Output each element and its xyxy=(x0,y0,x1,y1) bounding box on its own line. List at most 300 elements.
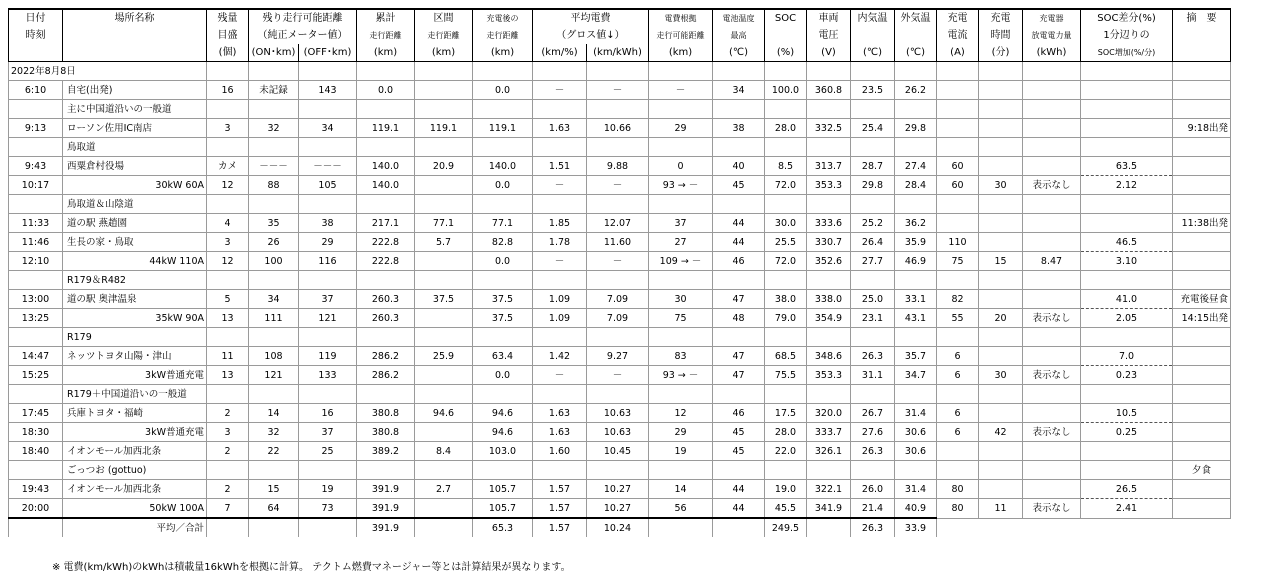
stop-row xyxy=(9,233,1231,252)
table-cell xyxy=(207,328,249,347)
header-cell xyxy=(765,27,807,44)
table-cell: 11:33 xyxy=(9,214,63,233)
table-cell: 18:40 xyxy=(9,442,63,461)
table-cell xyxy=(1173,81,1231,100)
table-cell xyxy=(649,328,713,347)
table-cell xyxy=(807,271,851,290)
table-cell xyxy=(473,461,533,480)
table-cell: 116 xyxy=(299,252,357,271)
table-cell xyxy=(895,100,937,119)
table-cell: 8.47 xyxy=(1023,252,1081,271)
table-cell: 7.0 xyxy=(1081,347,1173,366)
table-cell: 35 xyxy=(249,214,299,233)
table-cell: － xyxy=(533,366,587,385)
footnote: ※ 電費(km/kWh)のkWhは積載量16kWhを根拠に計算。 テクトム燃費マネージャー等とは計算結果が異なります。 xyxy=(52,562,571,573)
header-cell: 最高 xyxy=(713,27,765,44)
table-cell: 10.5 xyxy=(1081,404,1173,423)
table-cell xyxy=(1023,138,1081,157)
summary-cell: 33.9 xyxy=(895,518,937,537)
table-cell xyxy=(979,271,1023,290)
table-cell: 5.7 xyxy=(415,233,473,252)
table-cell: 48 xyxy=(713,309,765,328)
table-cell: 0.0 xyxy=(357,81,415,100)
stop-row xyxy=(9,119,1231,138)
table-cell: 105 xyxy=(299,176,357,195)
route-row xyxy=(9,271,1231,290)
table-cell: 94.6 xyxy=(473,404,533,423)
table-cell: 14:15出発 xyxy=(1173,309,1231,328)
table-cell xyxy=(415,499,473,519)
table-cell xyxy=(649,461,713,480)
table-cell: 140.0 xyxy=(357,176,415,195)
table-cell xyxy=(1023,480,1081,499)
table-cell xyxy=(895,271,937,290)
table-cell: 22.0 xyxy=(765,442,807,461)
table-cell xyxy=(1023,195,1081,214)
table-cell xyxy=(979,290,1023,309)
header-cell: 外気温 xyxy=(895,9,937,27)
table-cell: 37.5 xyxy=(415,290,473,309)
place-name: 道の駅 燕趙園 xyxy=(63,214,207,233)
table-cell: 79.0 xyxy=(765,309,807,328)
table-cell: 93 → － xyxy=(649,176,713,195)
header-cell: 走行距離 xyxy=(357,27,415,44)
table-cell: 26.2 xyxy=(895,81,937,100)
header-cell: (℃) xyxy=(895,44,937,62)
table-cell: 30 xyxy=(649,290,713,309)
table-cell xyxy=(533,138,587,157)
table-cell: 45 xyxy=(713,176,765,195)
table-cell xyxy=(713,195,765,214)
stop-row xyxy=(9,81,1231,100)
summary-cell xyxy=(415,518,473,537)
table-cell xyxy=(415,100,473,119)
table-cell: 38.0 xyxy=(765,290,807,309)
table-cell xyxy=(587,62,649,81)
table-cell xyxy=(415,62,473,81)
place-name: 自宅(出発) xyxy=(63,81,207,100)
table-cell xyxy=(473,385,533,404)
route-label: R179 xyxy=(63,328,207,347)
table-cell: － xyxy=(587,81,649,100)
table-cell: 6 xyxy=(937,366,979,385)
summary-cell: 26.3 xyxy=(851,518,895,537)
route-label: R179＋中国道沿いの一般道 xyxy=(63,385,207,404)
table-cell xyxy=(649,100,713,119)
table-cell xyxy=(249,62,299,81)
table-cell: 表示なし xyxy=(1023,176,1081,195)
table-cell: 353.3 xyxy=(807,176,851,195)
table-cell xyxy=(979,100,1023,119)
table-cell: 103.0 xyxy=(473,442,533,461)
table-cell xyxy=(765,100,807,119)
table-cell xyxy=(299,62,357,81)
note-cell xyxy=(1173,195,1231,214)
header-cell: 電費根拠 xyxy=(649,9,713,27)
table-cell xyxy=(937,442,979,461)
header-cell xyxy=(1173,27,1231,44)
header-cell: （グロス値↓） xyxy=(533,27,649,44)
header-cell xyxy=(63,27,207,44)
table-cell: 77.1 xyxy=(415,214,473,233)
table-cell: 47 xyxy=(713,290,765,309)
header-row xyxy=(9,9,1231,27)
table-cell: 37 xyxy=(649,214,713,233)
table-cell: 37.5 xyxy=(473,309,533,328)
table-cell: 13 xyxy=(207,366,249,385)
table-cell xyxy=(979,442,1023,461)
table-cell: 19 xyxy=(299,480,357,499)
table-cell: 31.1 xyxy=(851,366,895,385)
table-cell: 0.25 xyxy=(1081,423,1173,442)
table-cell: 73 xyxy=(299,499,357,519)
table-cell xyxy=(1173,233,1231,252)
table-cell: 17.5 xyxy=(765,404,807,423)
header-cell: (℃) xyxy=(851,44,895,62)
table-cell xyxy=(649,62,713,81)
table-cell xyxy=(299,271,357,290)
table-cell xyxy=(895,138,937,157)
table-cell: 75.5 xyxy=(765,366,807,385)
table-cell: 389.2 xyxy=(357,442,415,461)
table-cell xyxy=(9,100,63,119)
table-cell: 表示なし xyxy=(1023,309,1081,328)
table-cell xyxy=(1023,461,1081,480)
header-cell: 目盛 xyxy=(207,27,249,44)
table-cell: 5 xyxy=(207,290,249,309)
header-cell: 平均電費 xyxy=(533,9,649,27)
table-cell: 326.1 xyxy=(807,442,851,461)
spreadsheet xyxy=(8,8,1231,537)
table-cell: 10.45 xyxy=(587,442,649,461)
header-cell: 電池温度 xyxy=(713,9,765,27)
header-cell: 充電器 xyxy=(1023,9,1081,27)
table-cell: 360.8 xyxy=(807,81,851,100)
table-cell: 34 xyxy=(249,290,299,309)
table-cell xyxy=(533,271,587,290)
route-label: 鳥取道＆山陰道 xyxy=(63,195,207,214)
table-cell xyxy=(533,328,587,347)
table-cell: 29 xyxy=(299,233,357,252)
table-cell: 3 xyxy=(207,423,249,442)
summary-row xyxy=(9,518,1231,537)
table-cell: 1.09 xyxy=(533,309,587,328)
table-cell: 133 xyxy=(299,366,357,385)
table-cell: 10.63 xyxy=(587,423,649,442)
header-cell: SOC xyxy=(765,9,807,27)
table-cell: 75 xyxy=(937,252,979,271)
header-cell: 車両 xyxy=(807,9,851,27)
table-cell xyxy=(9,385,63,404)
table-cell: 30.0 xyxy=(765,214,807,233)
table-cell xyxy=(937,328,979,347)
table-cell: 20:00 xyxy=(9,499,63,519)
table-cell xyxy=(979,138,1023,157)
table-cell xyxy=(473,62,533,81)
table-cell xyxy=(979,62,1023,81)
table-cell xyxy=(1173,423,1231,442)
table-cell: 82.8 xyxy=(473,233,533,252)
table-cell xyxy=(357,100,415,119)
table-cell: 80 xyxy=(937,499,979,519)
header-cell: 区間 xyxy=(415,9,473,27)
table-cell: 338.0 xyxy=(807,290,851,309)
charge-row xyxy=(9,176,1231,195)
header-cell: 累計 xyxy=(357,9,415,27)
table-cell: 27.6 xyxy=(851,423,895,442)
table-cell xyxy=(9,195,63,214)
table-cell: 未記録 xyxy=(249,81,299,100)
table-cell: 9.27 xyxy=(587,347,649,366)
table-cell xyxy=(207,271,249,290)
table-cell: 100.0 xyxy=(765,81,807,100)
table-cell xyxy=(979,385,1023,404)
table-cell xyxy=(357,271,415,290)
table-cell: 1.63 xyxy=(533,423,587,442)
table-cell xyxy=(473,138,533,157)
table-cell: 26.4 xyxy=(851,233,895,252)
table-cell xyxy=(851,138,895,157)
table-cell xyxy=(1081,195,1173,214)
table-cell: 88 xyxy=(249,176,299,195)
table-cell: 217.1 xyxy=(357,214,415,233)
summary-cell: 10.24 xyxy=(587,518,649,537)
table-cell xyxy=(1173,404,1231,423)
table-cell: 313.7 xyxy=(807,157,851,176)
place-name: 3kW普通充電 xyxy=(63,423,207,442)
table-cell xyxy=(1023,290,1081,309)
table-cell: 2.7 xyxy=(415,480,473,499)
table-cell: 9:13 xyxy=(9,119,63,138)
table-cell: 100 xyxy=(249,252,299,271)
table-cell: 108 xyxy=(249,347,299,366)
table-cell: 28.0 xyxy=(765,423,807,442)
table-cell: 1.63 xyxy=(533,404,587,423)
table-cell: 13:00 xyxy=(9,290,63,309)
table-cell xyxy=(851,271,895,290)
table-cell: 77.1 xyxy=(473,214,533,233)
table-cell: 25.0 xyxy=(851,290,895,309)
table-cell: 31.4 xyxy=(895,480,937,499)
table-cell xyxy=(249,461,299,480)
table-cell xyxy=(895,62,937,81)
stop-row xyxy=(9,157,1231,176)
table-cell xyxy=(533,461,587,480)
table-cell xyxy=(357,195,415,214)
table-cell xyxy=(713,461,765,480)
table-cell xyxy=(1023,442,1081,461)
summary-cell xyxy=(207,518,249,537)
header-cell: (℃) xyxy=(713,44,765,62)
table-cell xyxy=(1023,100,1081,119)
place-name: 3kW普通充電 xyxy=(63,366,207,385)
table-cell: 35.7 xyxy=(895,347,937,366)
table-cell xyxy=(979,81,1023,100)
table-cell: 60 xyxy=(937,176,979,195)
table-cell: 1.42 xyxy=(533,347,587,366)
table-cell xyxy=(807,195,851,214)
table-cell: 12:10 xyxy=(9,252,63,271)
table-cell xyxy=(1173,499,1231,519)
table-cell: 46.5 xyxy=(1081,233,1173,252)
table-cell: 45 xyxy=(713,442,765,461)
table-cell xyxy=(649,138,713,157)
table-cell xyxy=(357,138,415,157)
header-cell: 摘 要 xyxy=(1173,9,1231,27)
place-name: 50kW 100A xyxy=(63,499,207,519)
table-cell: 286.2 xyxy=(357,347,415,366)
table-cell: 43.1 xyxy=(895,309,937,328)
header-cell: (kWh) xyxy=(1023,44,1081,62)
table-cell xyxy=(807,328,851,347)
table-cell: 1.60 xyxy=(533,442,587,461)
table-cell: 46 xyxy=(713,404,765,423)
table-cell xyxy=(1023,404,1081,423)
table-cell: 11:38出発 xyxy=(1173,214,1231,233)
table-cell xyxy=(649,195,713,214)
table-cell: 19.0 xyxy=(765,480,807,499)
stop-row xyxy=(9,442,1231,461)
table-cell: 352.6 xyxy=(807,252,851,271)
table-header xyxy=(9,9,1231,62)
summary-cell: 391.9 xyxy=(357,518,415,537)
table-cell xyxy=(1081,62,1173,81)
table-cell: 27.4 xyxy=(895,157,937,176)
table-cell: 330.7 xyxy=(807,233,851,252)
table-cell: 10:17 xyxy=(9,176,63,195)
table-cell: 286.2 xyxy=(357,366,415,385)
note-cell xyxy=(1173,328,1231,347)
table-cell: 0.0 xyxy=(473,176,533,195)
header-cell: (分) xyxy=(979,44,1023,62)
table-cell xyxy=(1023,119,1081,138)
summary-cell xyxy=(979,518,1023,537)
table-cell: 26.7 xyxy=(851,404,895,423)
table-cell: 14 xyxy=(249,404,299,423)
header-cell: 放電電力量 xyxy=(1023,27,1081,44)
table-cell: 121 xyxy=(249,366,299,385)
table-cell xyxy=(1081,328,1173,347)
table-cell: 0.0 xyxy=(473,81,533,100)
summary-cell xyxy=(249,518,299,537)
table-cell: 2 xyxy=(207,442,249,461)
table-cell xyxy=(937,62,979,81)
table-cell xyxy=(207,385,249,404)
table-cell: 47 xyxy=(713,366,765,385)
table-cell xyxy=(587,100,649,119)
table-cell xyxy=(1023,62,1081,81)
stop-row xyxy=(9,480,1231,499)
table-cell: 2 xyxy=(207,404,249,423)
summary-cell xyxy=(649,518,713,537)
table-cell xyxy=(533,100,587,119)
stop-row xyxy=(9,290,1231,309)
table-cell: 27.7 xyxy=(851,252,895,271)
table-cell xyxy=(807,100,851,119)
table-cell: － xyxy=(587,176,649,195)
table-cell: 15 xyxy=(979,252,1023,271)
table-cell xyxy=(299,100,357,119)
table-cell xyxy=(533,385,587,404)
header-cell: 時間 xyxy=(979,27,1023,44)
header-cell: 走行距離 xyxy=(415,27,473,44)
table-cell: 46.9 xyxy=(895,252,937,271)
summary-cell xyxy=(807,518,851,537)
table-cell: － xyxy=(533,81,587,100)
header-cell: 電圧 xyxy=(807,27,851,44)
table-cell: 表示なし xyxy=(1023,499,1081,519)
header-cell: 残り走行可能距離 xyxy=(249,9,357,27)
header-cell: (%) xyxy=(765,44,807,62)
table-cell: 121 xyxy=(299,309,357,328)
note-cell xyxy=(1173,385,1231,404)
place-name: ローソン佐用IC南店 xyxy=(63,119,207,138)
header-cell: 1分辺りの xyxy=(1081,27,1173,44)
table-cell: －－－ xyxy=(249,157,299,176)
table-cell: 1.09 xyxy=(533,290,587,309)
table-cell xyxy=(937,195,979,214)
table-cell: － xyxy=(533,252,587,271)
summary-cell: 1.57 xyxy=(533,518,587,537)
table-cell: 29.8 xyxy=(895,119,937,138)
table-cell: 1.78 xyxy=(533,233,587,252)
table-cell xyxy=(713,100,765,119)
table-cell: 11 xyxy=(207,347,249,366)
table-cell xyxy=(765,271,807,290)
note-cell: 夕食 xyxy=(1173,461,1231,480)
route-row xyxy=(9,195,1231,214)
header-cell: (km/kWh) xyxy=(587,44,649,62)
table-cell: 93 → － xyxy=(649,366,713,385)
table-cell xyxy=(473,271,533,290)
table-cell: 380.8 xyxy=(357,404,415,423)
table-cell: 13:25 xyxy=(9,309,63,328)
table-cell: 380.8 xyxy=(357,423,415,442)
table-cell: 80 xyxy=(937,480,979,499)
table-cell xyxy=(249,271,299,290)
table-cell xyxy=(851,328,895,347)
table-cell: 6:10 xyxy=(9,81,63,100)
header-cell xyxy=(63,44,207,62)
table-cell: 7.09 xyxy=(587,309,649,328)
table-cell: 23.5 xyxy=(851,81,895,100)
table-cell: 4 xyxy=(207,214,249,233)
table-cell: 2 xyxy=(207,480,249,499)
table-cell xyxy=(587,328,649,347)
table-cell: 1.85 xyxy=(533,214,587,233)
table-cell: 332.5 xyxy=(807,119,851,138)
summary-cell xyxy=(713,518,765,537)
table-cell: 36.2 xyxy=(895,214,937,233)
route-label: R179＆R482 xyxy=(63,271,207,290)
place-name: ネッツトヨタ山陽・津山 xyxy=(63,347,207,366)
table-cell: 38 xyxy=(299,214,357,233)
table-cell xyxy=(299,195,357,214)
table-cell: 16 xyxy=(207,81,249,100)
table-cell: 32 xyxy=(249,423,299,442)
table-cell: 27 xyxy=(649,233,713,252)
table-cell xyxy=(713,385,765,404)
table-cell: 12 xyxy=(649,404,713,423)
table-cell: 0 xyxy=(649,157,713,176)
table-cell: 105.7 xyxy=(473,480,533,499)
note-cell xyxy=(1173,100,1231,119)
table-cell: 222.8 xyxy=(357,233,415,252)
table-cell: 9:43 xyxy=(9,157,63,176)
table-cell: 56 xyxy=(649,499,713,519)
table-cell: 63.4 xyxy=(473,347,533,366)
table-cell xyxy=(807,138,851,157)
